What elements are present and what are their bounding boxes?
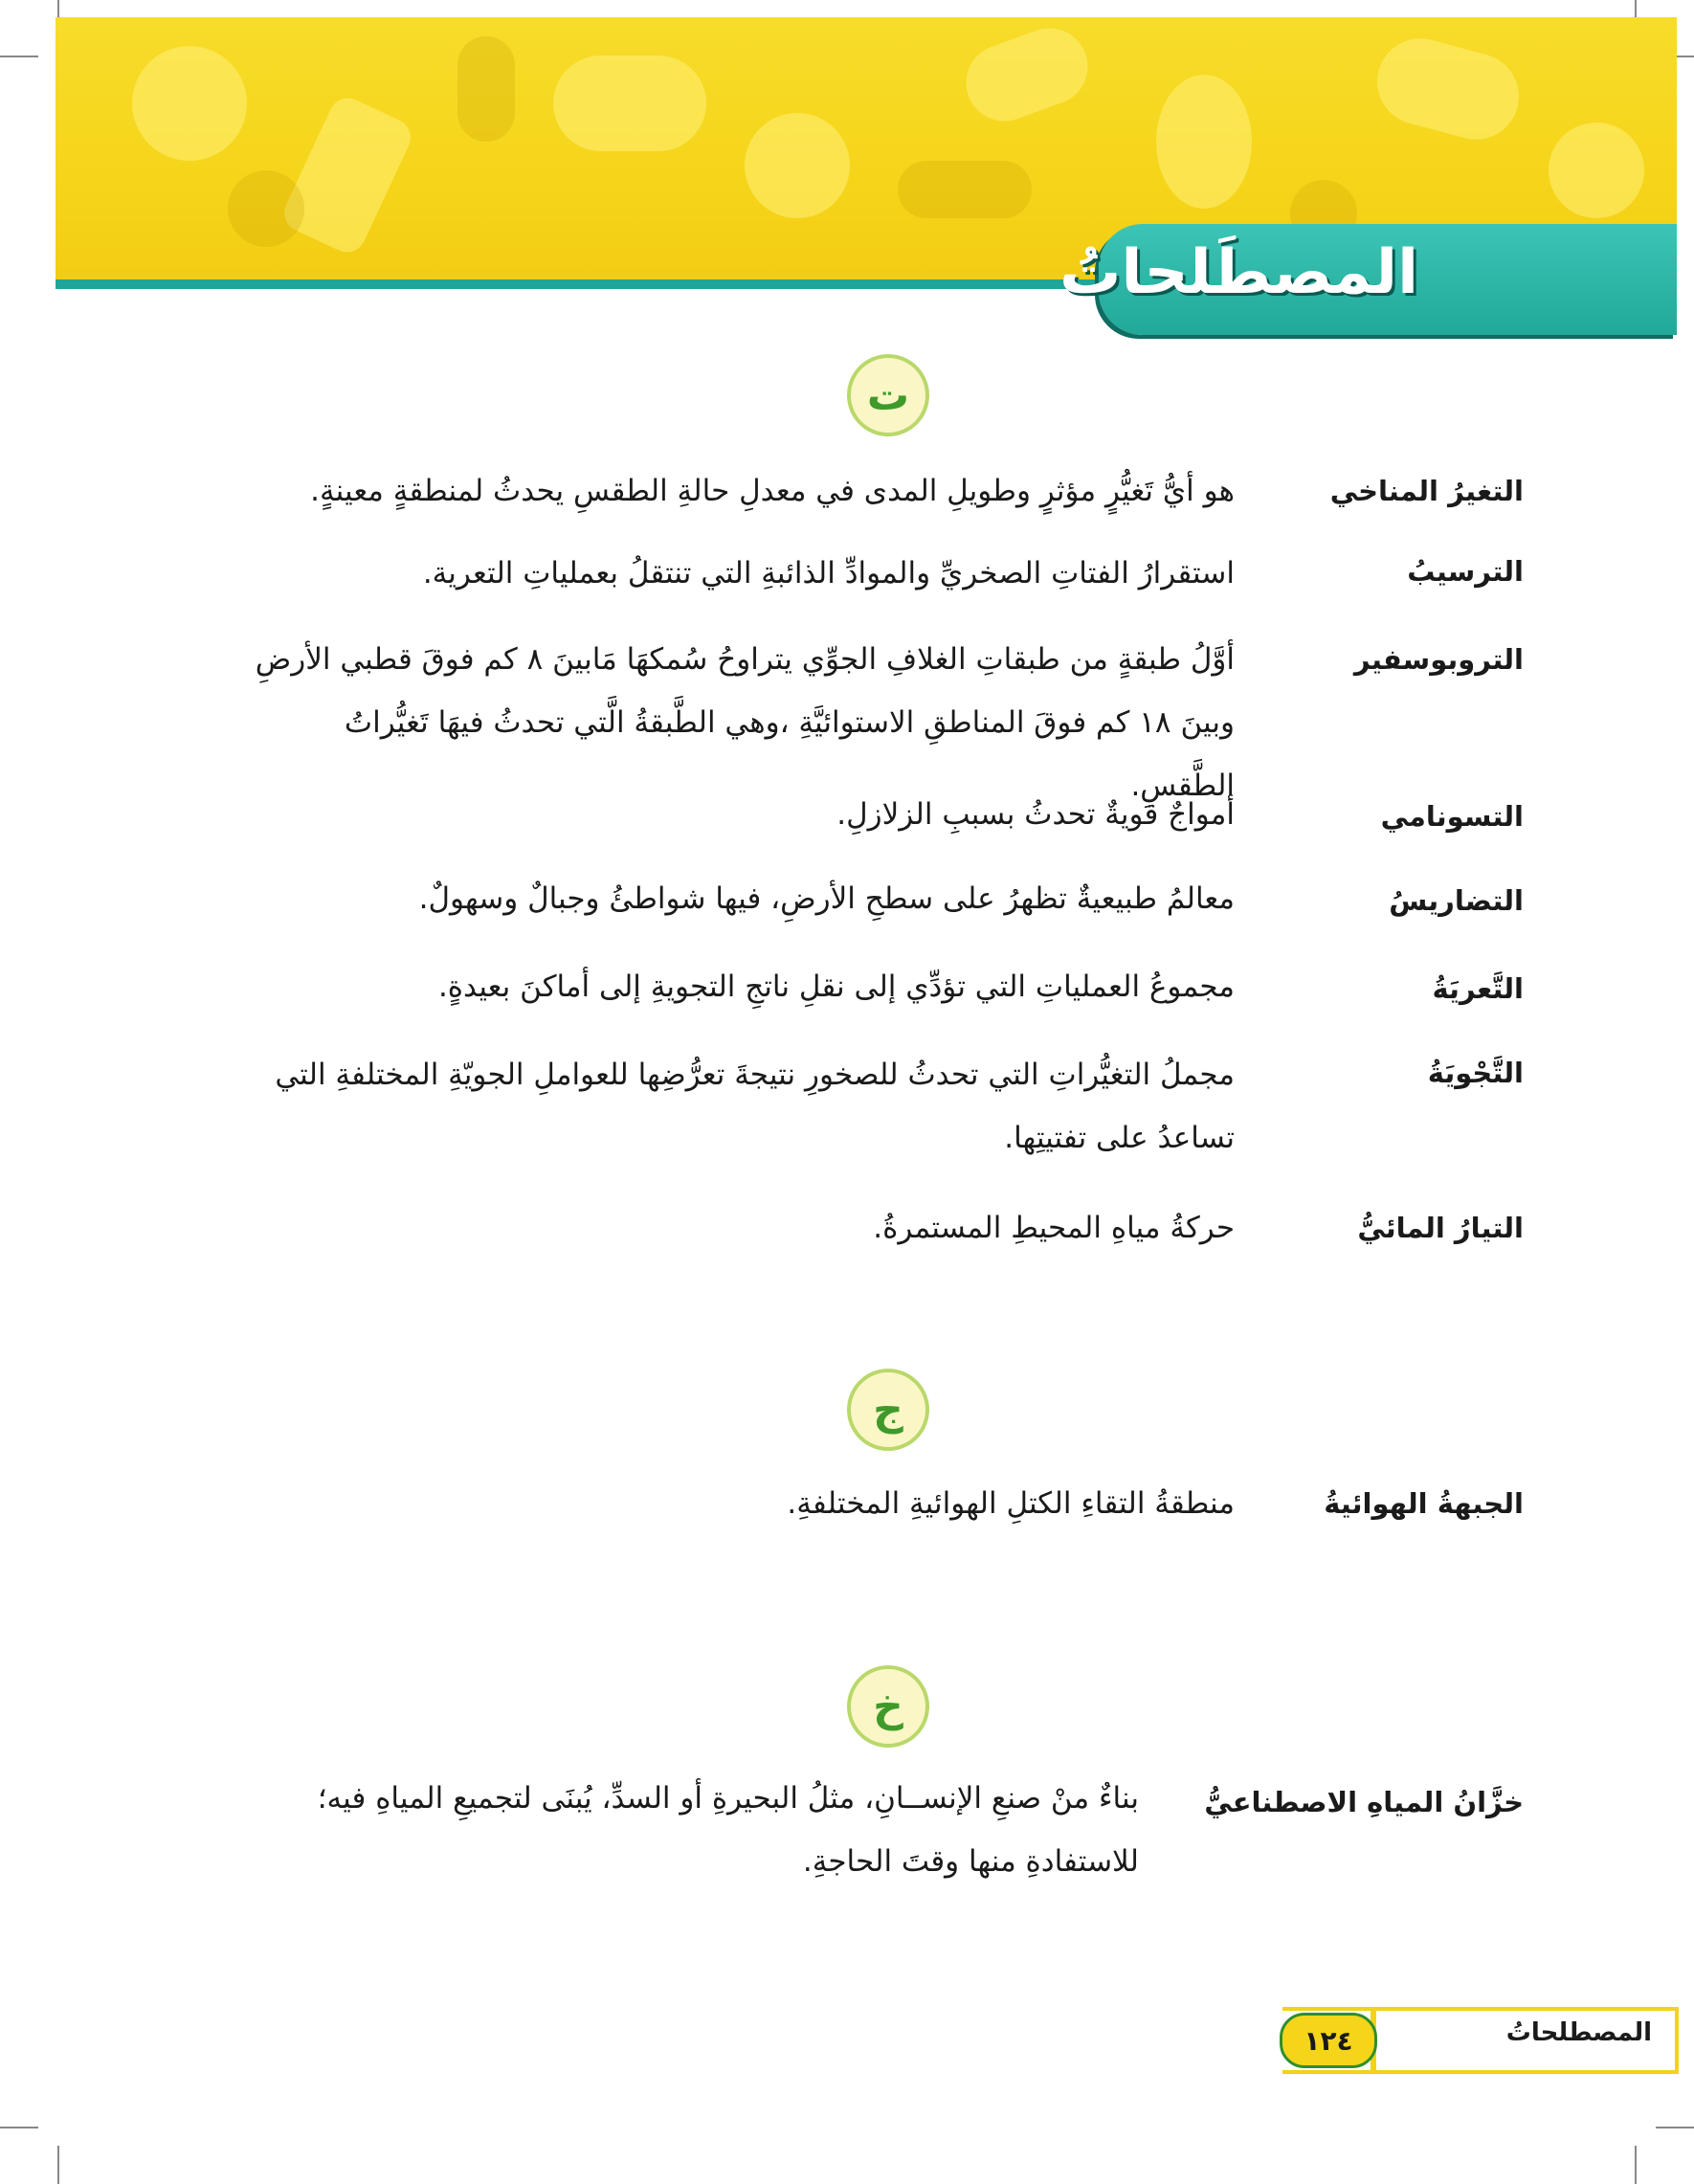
- glossary-definition: هو أيُّ تَغيُّرٍ مؤثرٍ وطويلِ المدى في معدلِ حالةِ الطقسِ يحدثُ لمنطقةٍ معينةٍ.: [310, 474, 1235, 508]
- page-number: ١٢٤: [1280, 2013, 1377, 2068]
- crop-mark: [0, 56, 38, 57]
- glossary-definition: بناءٌ منْ صنعِ الإنســانِ، مثلُ البحيرةِ أو السدِّ، يُبنَى لتجميعِ المياهِ فيه؛ للاستفادةِ منها وقتَ الحاجةِ.: [317, 1781, 1139, 1879]
- section-letter-badge: ت: [847, 354, 929, 436]
- section-letter-badge: ج: [847, 1369, 929, 1451]
- glossary-definition: استقرارُ الفتاتِ الصخريِّ والموادِّ الذائبةِ التي تنتقلُ بعملياتِ التعرية.: [422, 556, 1235, 591]
- glossary-term: التضاريسُ: [1389, 884, 1524, 917]
- glossary-definition: أوَّلُ طبقةٍ من طبقاتِ الغلافِ الجوِّي يتراوحُ سُمكهَا مَابينَ ٨ كم فوقَ قطبي الأرضِ وبينَ ١٨ كم فوقَ المناطقِ الاستوائيَّةِ ،وهي الطَّبقةُ الَّتي تحدثُ فيهَا تَغيُّراتُ الطَّقسِ.: [255, 642, 1235, 803]
- glossary-definition: حركةُ مياهِ المحيطِ المستمرةُ.: [873, 1211, 1235, 1245]
- glossary-term: الجبهةُ الهوائيةُ: [1324, 1487, 1524, 1520]
- glossary-definition: مجملُ التغيُّراتِ التي تحدثُ للصخورِ نتيجةَ تعرُّضِها للعواملِ الجويّةِ المختلفةِ التي تساعدُ على تفتيتِها.: [275, 1058, 1235, 1155]
- glossary-term: التغيرُ المناخي: [1329, 475, 1524, 507]
- glossary-term: الترسيبُ: [1407, 555, 1524, 588]
- crop-mark: [57, 2146, 59, 2184]
- glossary-term: التروبوسفير: [1353, 643, 1524, 676]
- glossary-definition: منطقةُ التقاءِ الكتلِ الهوائيةِ المختلفةِ.: [787, 1486, 1235, 1521]
- crop-mark: [1656, 2127, 1694, 2128]
- header-rule: [56, 279, 1108, 289]
- glossary-term: خزَّانُ المياهِ الاصطناعيُّ: [1204, 1786, 1524, 1818]
- glossary-term: التيارُ المائيُّ: [1357, 1212, 1524, 1244]
- glossary-term: التَّجْويَةُ: [1427, 1057, 1524, 1089]
- glossary-definition: أمواجٌ قويةٌ تحدثُ بسببِ الزلازلِ.: [836, 797, 1235, 832]
- page-title: المصطَلحاتُ: [1059, 237, 1418, 308]
- crop-mark: [0, 2127, 38, 2128]
- glossary-definition: مجموعُ العملياتِ التي تؤدِّي إلى نقلِ ناتجِ التجويةِ إلى أماكنَ بعيدةٍ.: [437, 969, 1235, 1004]
- glossary-term: التَّعريَةُ: [1432, 972, 1524, 1005]
- footer-label: المصطلحاتُ: [1505, 2018, 1652, 2047]
- title-tab: [1059, 224, 1677, 335]
- glossary-definition: معالمُ طبيعيةٌ تظهرُ على سطحِ الأرضِ، فيها شواطئُ وجبالٌ وسهولٌ.: [418, 881, 1235, 916]
- crop-mark: [1635, 2146, 1637, 2184]
- section-letter-badge: خ: [847, 1665, 929, 1748]
- glossary-term: التسونامي: [1380, 800, 1524, 833]
